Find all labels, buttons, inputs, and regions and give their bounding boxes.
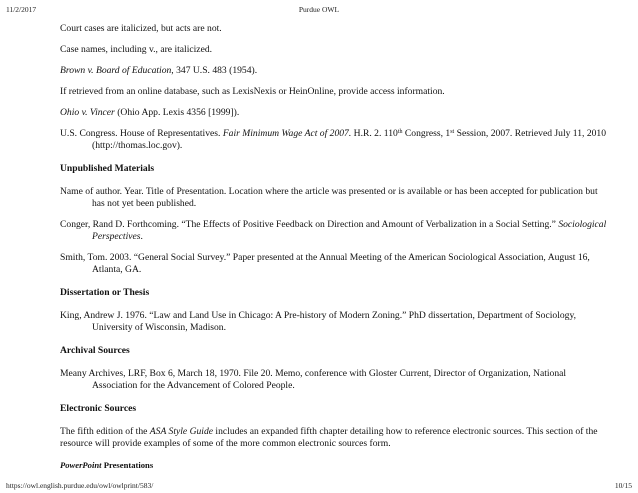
electronic-heading: Electronic Sources — [60, 403, 137, 414]
conger-citation — [60, 219, 608, 243]
header-site-title: Purdue OWL — [298, 5, 340, 14]
brown-citation — [60, 65, 608, 77]
congress-ordinal-1: th — [397, 129, 403, 135]
unpublished-format: Name of author. Year. Title of Presentation. Location where the article was presented or is available or has been accepted for publication but has not yet been published. — [60, 186, 598, 209]
unpublished-heading: Unpublished Materials — [60, 163, 155, 174]
congress-citation — [60, 128, 608, 152]
header-date: 11/2/2017 — [6, 5, 37, 14]
dissertation-heading: Dissertation or Thesis — [60, 287, 150, 298]
meany-citation: Meany Archives, LRF, Box 6, March 18, 1970. File 20. Memo, conference with Gloster Current, Director of Organization, National Association for the Advancement of Colored People. — [60, 368, 567, 391]
conger-journal: Sociological Perspectives — [92, 219, 607, 242]
powerpoint-italic: PowerPoint — [60, 460, 102, 470]
king-citation: King, Andrew J. 1976. “Law and Land Use in Chicago: A Pre-history of Modern Zoning.” PhD dissertation, Department of Sociology, University of Wisconsin, Madison. — [60, 310, 577, 333]
footer-url: https://owl.english.purdue.edu/owl/owlprint/583/ — [6, 481, 154, 490]
congress-retrieved: Session, 2007. Retrieved July 11, 2010 (http://thomas.loc.gov). — [92, 128, 607, 151]
archival-heading: Archival Sources — [60, 345, 130, 356]
congress-act-title: Fair Minimum Wage Act of 2007. — [222, 128, 352, 139]
brown-case-name: Brown v. Board of Education — [60, 65, 172, 76]
congress-prefix: U.S. Congress. House of Representatives. — [60, 128, 223, 139]
court-cases-note: Court cases are italicized, but acts are not. — [60, 23, 222, 34]
database-note: If retrieved from an online database, such as LexisNexis or HeinOnline, provide access information. — [60, 86, 445, 97]
electronic-intro-post: includes an expanded fifth chapter detailing how to reference electronic sources. This section of the resource will provide examples of some of the more common electronic sources form. — [60, 426, 598, 449]
ohio-case-name: Ohio v. Vincer — [60, 107, 115, 118]
conger-end: . — [140, 231, 143, 242]
asa-style-guide: ASA Style Guide — [149, 426, 214, 437]
congress-ordinal-2: st — [450, 129, 455, 135]
electronic-intro — [60, 426, 608, 450]
case-names-note: Case names, including v., are italicized. — [60, 44, 213, 55]
ohio-citation — [60, 107, 608, 119]
document-body — [60, 23, 608, 471]
congress-bill: H.R. 2. 110 — [351, 128, 398, 139]
ohio-citation-details: (Ohio App. Lexis 4356 [1999]). — [114, 107, 240, 118]
conger-text: Conger, Rand D. Forthcoming. “The Effects of Positive Feedback on Direction and Amount of Verbalization in a Social Setting.” — [60, 219, 559, 230]
powerpoint-rest: Presentations — [101, 460, 154, 470]
electronic-intro-pre: The fifth edition of the — [60, 426, 150, 437]
powerpoint-heading — [60, 459, 608, 471]
congress-session: Congress, 1 — [402, 128, 451, 139]
brown-citation-details: , 347 U.S. 483 (1954). — [171, 65, 258, 76]
smith-citation: Smith, Tom. 2003. “General Social Survey.” Paper presented at the Annual Meeting of the American Sociological Association, August 16, Atlanta, GA. — [60, 252, 590, 275]
footer-page-number: 10/15 — [614, 481, 632, 490]
